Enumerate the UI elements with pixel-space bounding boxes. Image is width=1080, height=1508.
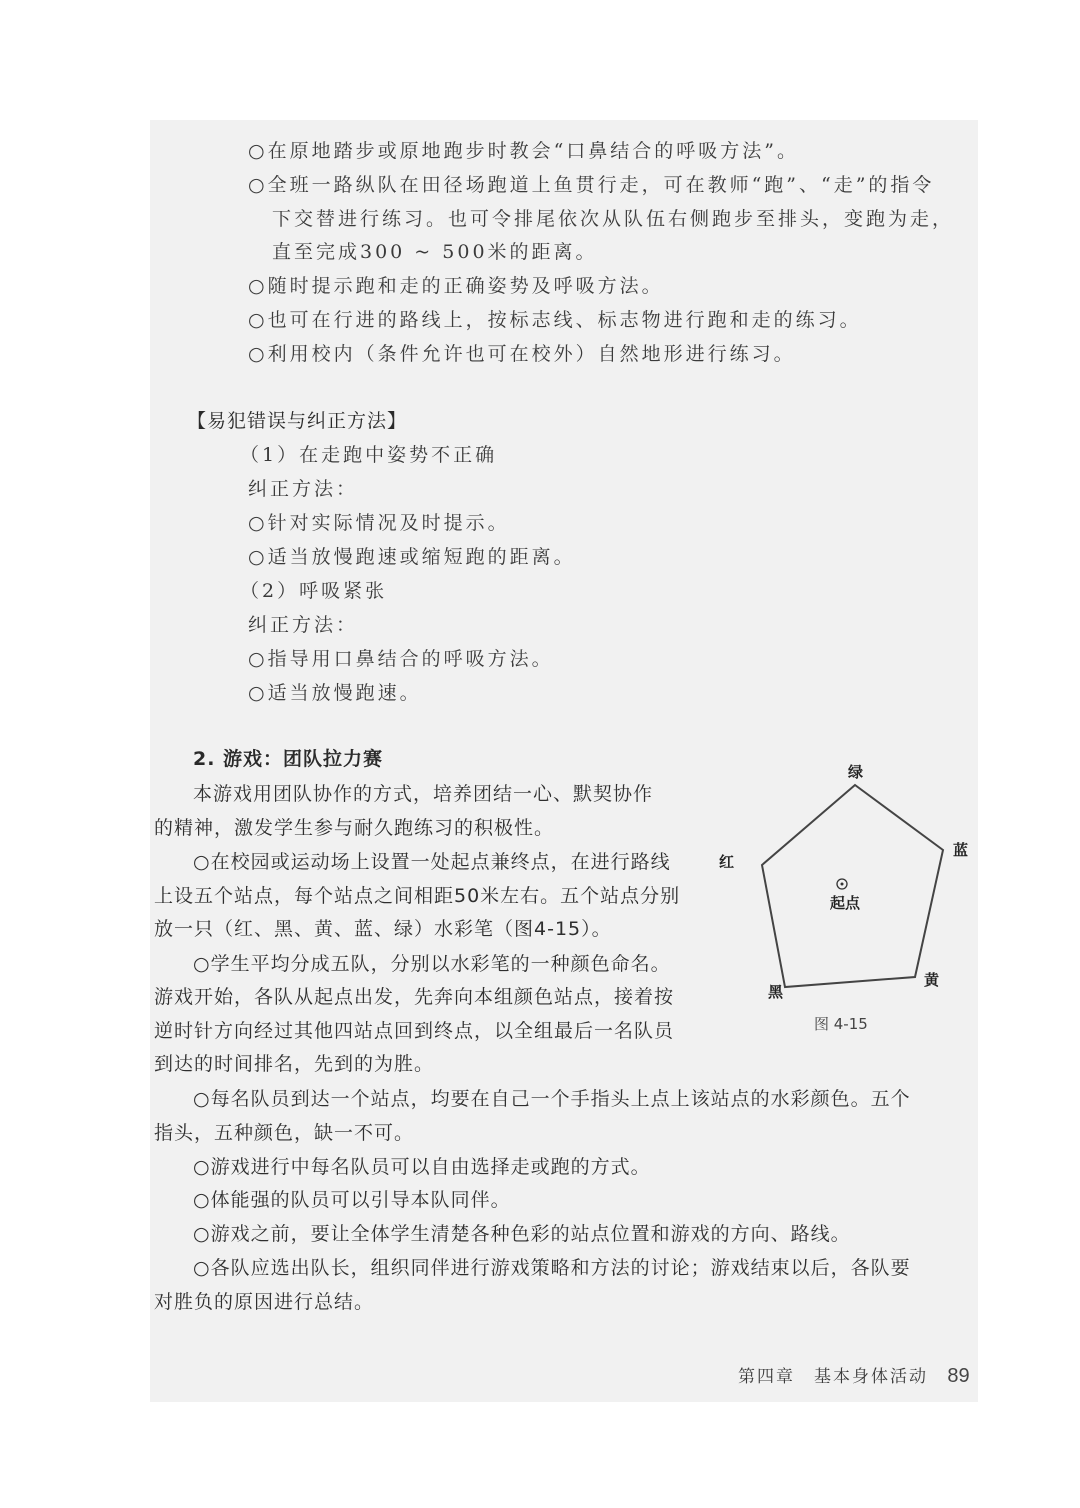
practice-line-6: ○也可在行进的路线上，按标志线、标志物进行跑和走的练习。 [248,309,862,331]
error-2-point-1: ○指导用口鼻结合的呼吸方法。 [248,648,554,670]
game-line-10: ○每名队员到达一个站点，均要在自己一个手指头上点上该站点的水彩颜色。五个 [193,1088,911,1110]
error-2-method-label: 纠正方法： [248,614,359,636]
game-line-5: 放一只（红、黑、黄、蓝、绿）水彩笔（图4-15）。 [154,918,612,940]
game-line-6: ○学生平均分成五队，分别以水彩笔的一种颜色命名。 [193,953,671,975]
game-line-14: ○游戏之前，要让全体学生清楚各种色彩的站点位置和游戏的方向、路线。 [193,1223,851,1245]
practice-line-3: 下交替进行练习。也可令排尾依次从队伍右侧跑步至排头，变跑为走， [272,208,955,230]
game-line-15: ○各队应选出队长，组织同伴进行游戏策略和方法的讨论；游戏结束以后，各队要 [193,1257,911,1279]
errors-heading: 【易犯错误与纠正方法】 [187,410,408,432]
start-point-label: 起点 [830,894,861,912]
practice-line-5: ○随时提示跑和走的正确姿势及呼吸方法。 [248,275,664,297]
game-line-1: 本游戏用团队协作的方式，培养团结一心、默契协作 [193,783,654,805]
start-point-icon [837,879,847,889]
game-heading: 2. 游戏：团队拉力赛 [193,748,384,770]
game-line-12: ○游戏进行中每名队员可以自由选择走或跑的方式。 [193,1156,651,1178]
practice-line-4: 直至完成300 ~ 500米的距离。 [272,241,598,263]
error-2-title: （2）呼吸紧张 [240,580,388,602]
game-line-3: ○在校园或运动场上设置一处起点兼终点，在进行路线 [193,851,671,873]
error-1-point-2: ○适当放慢跑速或缩短跑的距离。 [248,546,576,568]
practice-line-1: ○在原地踏步或原地跑步时教会“口鼻结合的呼吸方法”。 [248,140,800,162]
station-black-label: 黑 [768,983,784,1001]
figure-4-15 [700,755,980,1045]
station-blue-label: 蓝 [953,841,969,859]
practice-line-2: ○全班一路纵队在田径场跑道上鱼贯行走，可在教师“跑”、“走”的指令 [248,174,935,196]
game-line-13: ○体能强的队员可以引导本队同伴。 [193,1189,511,1211]
page-footer [738,1362,970,1388]
station-green-label: 绿 [848,763,864,781]
game-line-11: 指头，五种颜色，缺一不可。 [154,1122,415,1144]
error-2-point-2: ○适当放慢跑速。 [248,682,422,704]
game-line-8: 逆时针方向经过其他四站点回到终点，以全组最后一名队员 [154,1020,675,1042]
game-line-4: 上设五个站点，每个站点之间相距50米左右。五个站点分别 [154,885,681,907]
game-line-7: 游戏开始，各队从起点出发，先奔向本组颜色站点，接着按 [154,986,675,1008]
figure-caption: 图 4-15 [814,1015,868,1033]
chapter-title: 第四章 基本身体活动 [738,1367,928,1387]
game-line-2: 的精神，激发学生参与耐久跑练习的积极性。 [154,817,555,839]
error-1-point-1: ○针对实际情况及时提示。 [248,512,510,534]
game-line-16: 对胜负的原因进行总结。 [154,1291,375,1313]
error-1-method-label: 纠正方法： [248,478,359,500]
station-red-label: 红 [719,853,735,871]
pentagon-route [762,785,943,987]
page-number: 89 [947,1365,970,1387]
practice-line-7: ○利用校内（条件允许也可在校外）自然地形进行练习。 [248,343,796,365]
station-yellow-label: 黄 [924,971,940,989]
game-line-9: 到达的时间排名，先到的为胜。 [154,1053,435,1075]
pentagon-diagram [700,755,980,1045]
error-1-title: （1）在走跑中姿势不正确 [240,444,498,466]
